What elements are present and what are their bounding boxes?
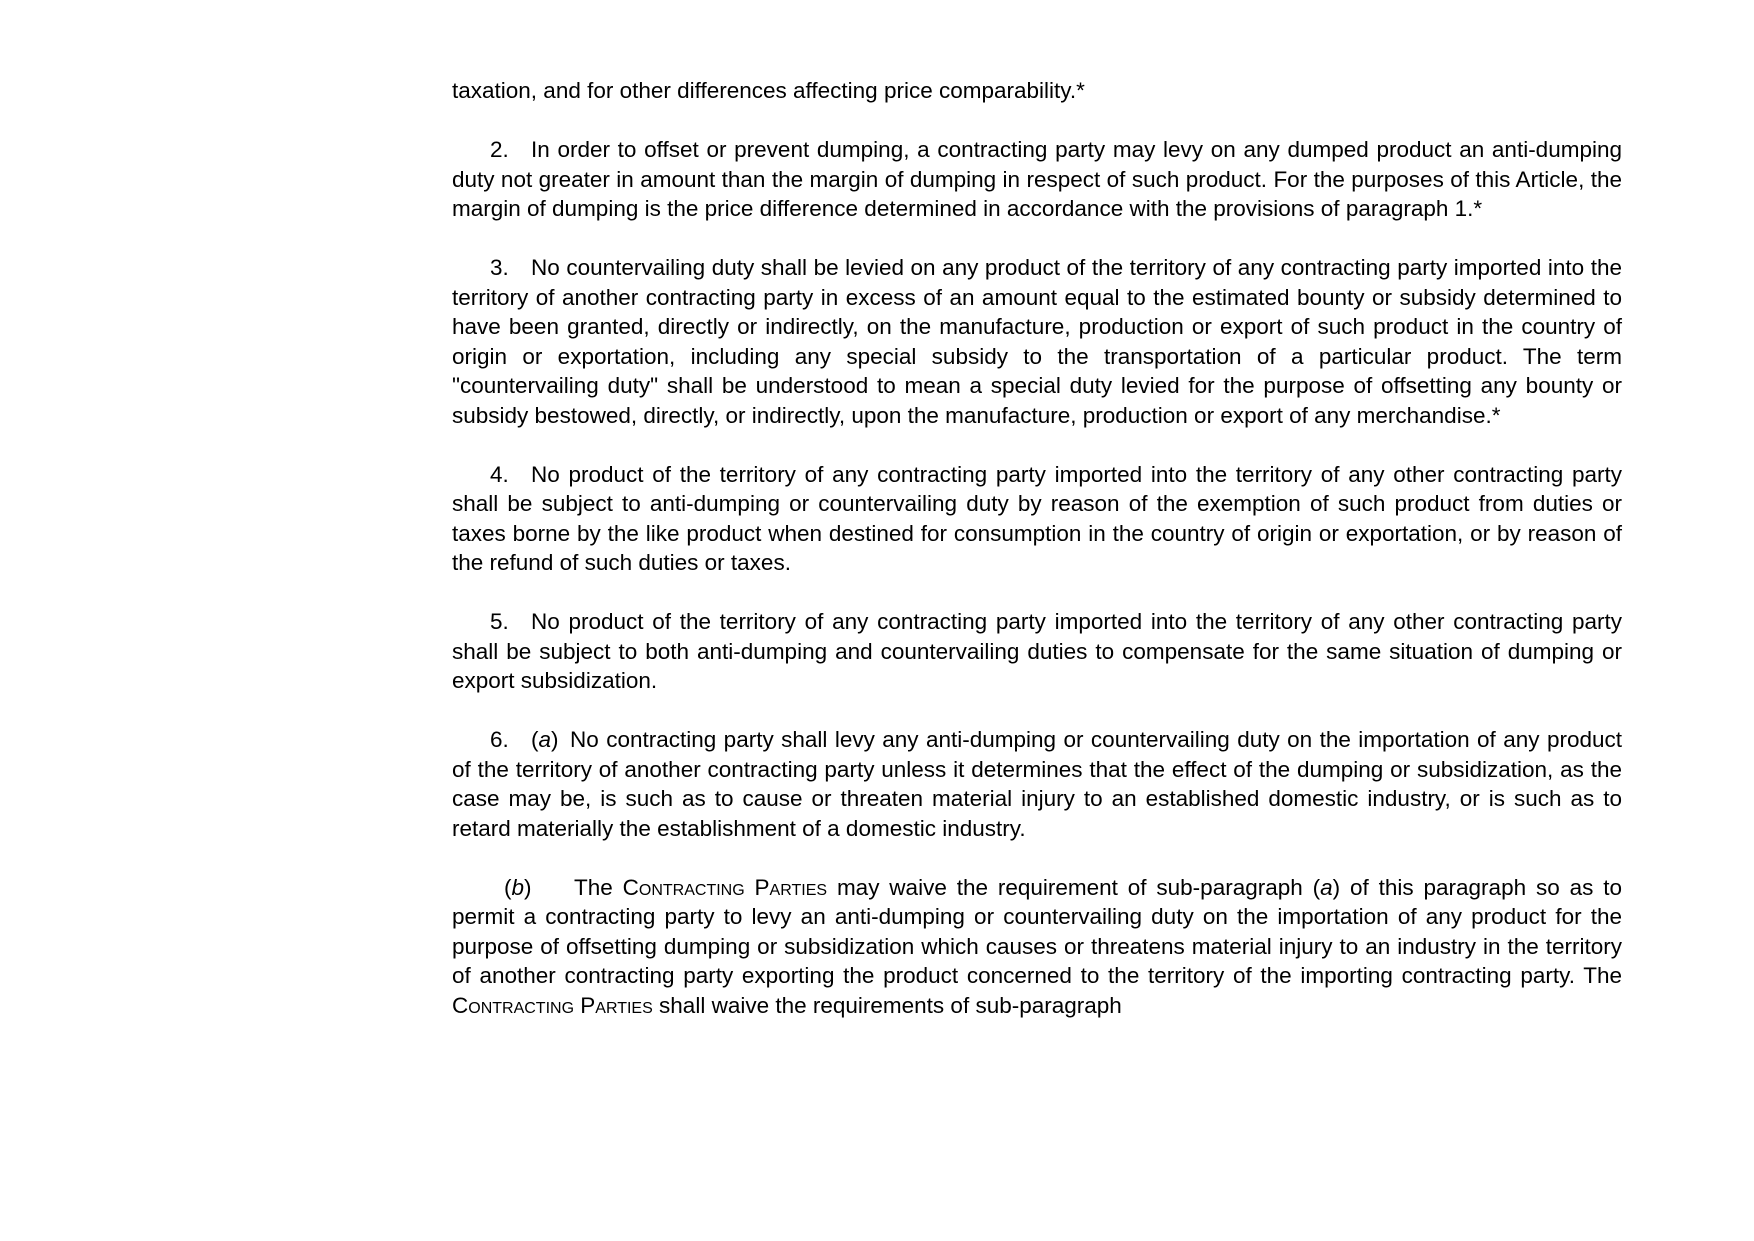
paragraph-2 <box>452 135 1622 224</box>
paragraph-number: 4. <box>490 461 509 487</box>
subparagraph-label: (a) <box>531 727 559 752</box>
paragraph-number: 2. <box>490 137 509 162</box>
paragraph-5 <box>452 607 1622 696</box>
paragraph-6a <box>452 725 1622 843</box>
paragraph-3 <box>452 253 1622 430</box>
document-body <box>452 76 1622 1050</box>
paragraph-6b: (b) The Contracting Parties may waive the requirement of sub-paragraph (a) of this paragraph so as to permit a contracting party to levy an anti-dumping or countervailing duty on the importation of any product for the purpose of offsetting dumping or subsidization which causes or threatens material injury to an industry in the territory of another contracting party exporting the product concerned to the territory of the importing contracting party. The Contracting Parties shall waive the requirements of sub-paragraph <box>452 874 1622 1018</box>
defined-term: Contracting Parties <box>452 992 653 1018</box>
paragraph-number: 3. <box>490 255 509 280</box>
paragraph-text: No product of the territory of any contracting party imported into the territory of any other contracting party shall be subject to both anti-dumping and countervailing duties to compensate for the same situation of dumping or export subsidization. <box>452 609 1622 693</box>
paragraph-4 <box>452 460 1622 578</box>
paragraph-1-continuation: taxation, and for other differences affecting price comparability.* <box>452 78 1085 103</box>
paragraph-number: 6. <box>490 727 509 752</box>
paragraph-text: No product of the territory of any contracting party imported into the territory of any other contracting party shall be subject to anti-dumping or countervailing duty by reason of the exemption of such product from duties or taxes borne by the like product when destined for consumption in the country of origin or exportation, or by reason of the refund of such duties or taxes. <box>452 461 1622 575</box>
defined-term: Contracting Parties <box>622 874 828 900</box>
subparagraph-label: (b) <box>504 874 532 900</box>
paragraph-text: No contracting party shall levy any anti-dumping or countervailing duty on the importation of any product of the territory of another contracting party unless it determines that the effect of the dumping or subsidization, as the case may be, is such as to cause or threaten material injury to an established domestic industry, or is such as to retard materially the establishment of a domestic industry. <box>452 727 1622 841</box>
paragraph-text: No countervailing duty shall be levied on any product of the territory of any contracting party imported into the territory of another contracting party in excess of an amount equal to the estimated bounty or subsidy determined to have been granted, directly or indirectly, on the manufacture, production or export of such product in the country of origin or exportation, including any special subsidy to the transportation of a particular product. The term "countervailing duty" shall be understood to mean a special duty levied for the purpose of offsetting any bounty or subsidy bestowed, directly, or indirectly, upon the manufacture, production or export of any merchandise.* <box>452 255 1622 428</box>
paragraph-text: In order to offset or prevent dumping, a contracting party may levy on any dumped product an anti-dumping duty not greater in amount than the margin of dumping in respect of such product. For the purposes of this Article, the margin of dumping is the price difference determined in accordance with the provisions of paragraph 1.* <box>452 137 1622 221</box>
paragraph-number: 5. <box>490 609 509 634</box>
